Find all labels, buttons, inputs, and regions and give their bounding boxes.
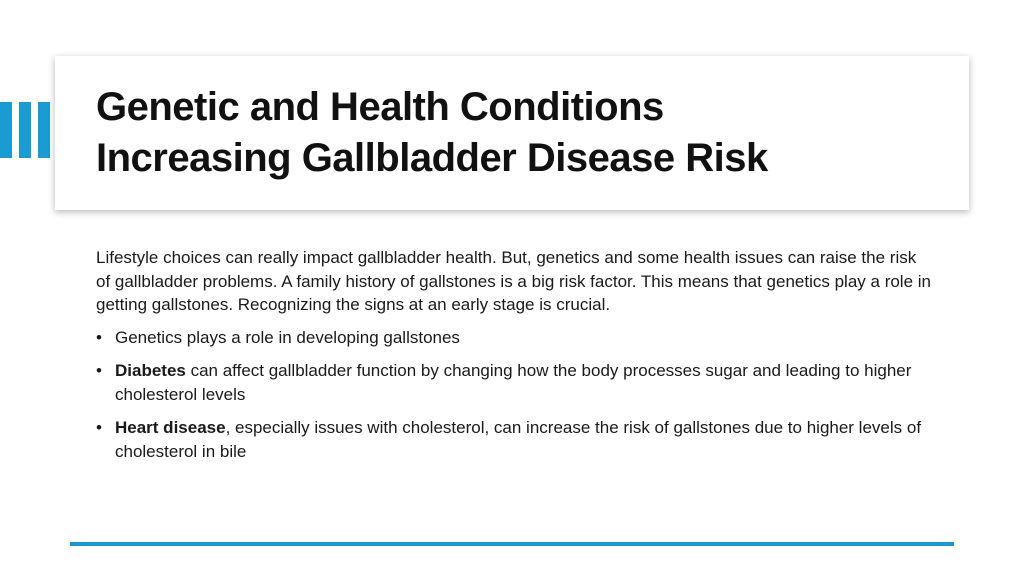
accent-bar [19,102,31,158]
bullet-text: Genetics plays a role in developing gallstones [115,327,460,347]
bullet-bold-term: Diabetes [115,361,186,380]
accent-bar [0,102,12,158]
bullet-icon: • [96,361,102,380]
slide-title [96,82,956,184]
bullet-text: can affect gallbladder function by changing how the body processes sugar and leading to higher cholesterol levels [115,361,912,404]
bullet-bold-term: Heart disease [115,418,226,437]
bullet-item [96,326,932,350]
bullet-text: , especially issues with cholesterol, can increase the risk of gallstones due to higher levels of cholesterol in bile [115,418,922,461]
bottom-divider [70,542,954,546]
intro-paragraph: Lifestyle choices can really impact gallbladder health. But, genetics and some health issues can raise the risk of gallbladder problems. A family history of gallstones is a big risk factor. This means that genetics play a role in getting gallstones. Recognizing the signs at an early stage is crucial. [96,248,931,314]
slide-title-line-1: Genetic and Health Conditions [96,85,664,129]
bullet-list [96,326,932,464]
bullet-icon: • [96,327,102,347]
bullet-icon: • [96,418,102,437]
bullet-item [96,416,932,463]
bullet-item [96,359,932,406]
title-box [55,56,969,210]
accent-bar [38,102,50,158]
slide-content [96,246,932,473]
slide-title-line-2: Increasing Gallbladder Disease Risk [96,136,768,180]
